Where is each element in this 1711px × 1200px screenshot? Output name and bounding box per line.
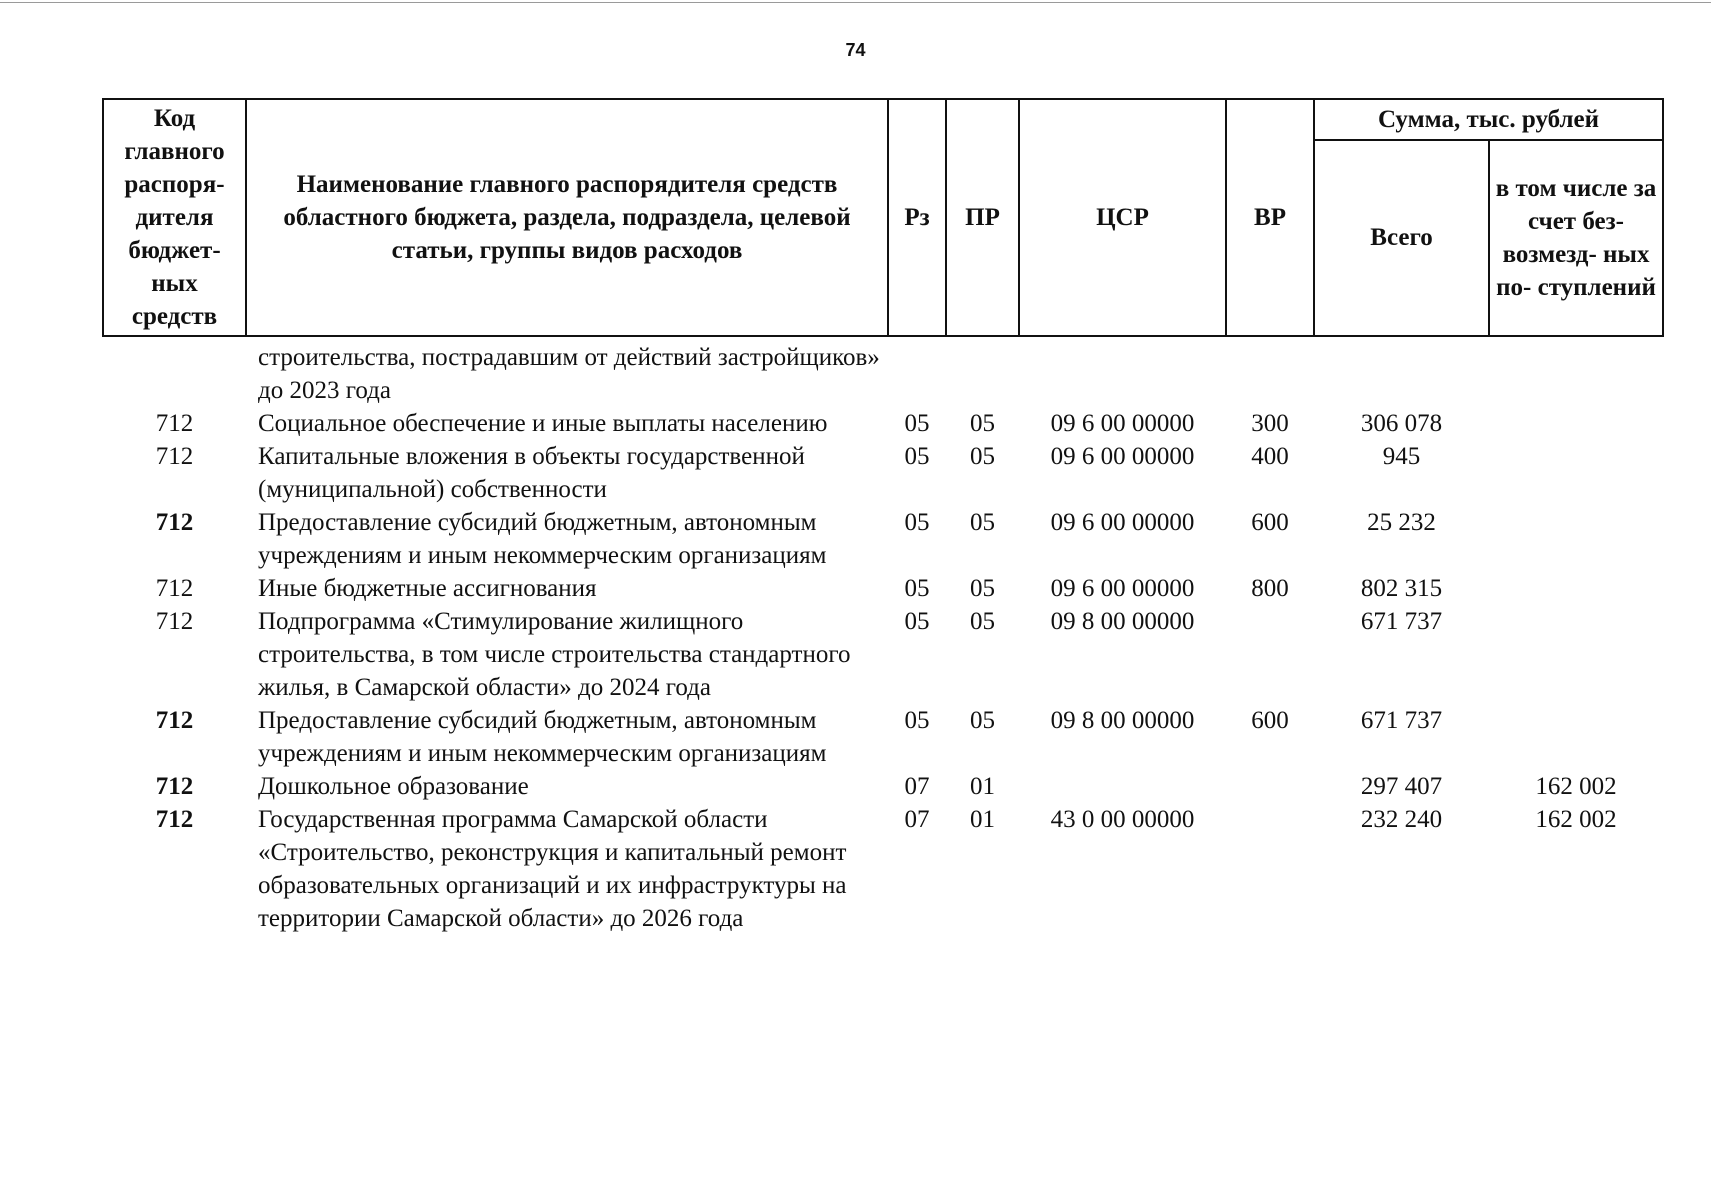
cell-vr	[1226, 770, 1314, 803]
cell-code: 712	[155, 773, 194, 800]
cell-total	[1314, 336, 1489, 407]
cell-name: строительства, пострадавшим от действий застройщиков» до 2023 года	[258, 344, 880, 404]
table-row	[103, 704, 1663, 770]
cell-rz	[888, 336, 946, 407]
table-row	[103, 506, 1663, 572]
cell-name: Подпрограмма «Стимулирование жилищного строительства, в том числе строительства стандартного жилья, в Самарской области» до 2024 года	[258, 608, 851, 701]
cell-name: Социальное обеспечение и иные выплаты населению	[258, 410, 828, 437]
cell-name: Дошкольное образование	[258, 773, 529, 800]
header-csr: ЦСР	[1019, 99, 1226, 336]
header-name: Наименование главного распорядителя средств областного бюджета, раздела, подраздела, целевой статьи, группы видов расходов	[246, 99, 888, 336]
cell-rz: 05	[904, 509, 930, 536]
cell-csr: 09 6 00 00000	[1050, 443, 1195, 470]
table-row	[103, 336, 1663, 407]
cell-vr	[1226, 803, 1314, 935]
cell-pr	[946, 336, 1019, 407]
cell-vr: 400	[1251, 443, 1289, 470]
cell-grant	[1489, 605, 1663, 704]
cell-rz: 07	[904, 806, 930, 833]
cell-grant: 162 002	[1535, 773, 1617, 800]
table-body	[103, 336, 1663, 935]
cell-total: 945	[1382, 443, 1421, 470]
cell-csr	[1019, 770, 1226, 803]
table-row	[103, 440, 1663, 506]
cell-code: 712	[155, 443, 194, 470]
header-rz: Рз	[888, 99, 946, 336]
cell-rz: 05	[904, 575, 930, 602]
cell-grant	[1489, 440, 1663, 506]
cell-code: 712	[155, 608, 194, 635]
cell-name: Государственная программа Самарской области «Строительство, реконструкция и капитальный ремонт образовательных организаций и их инфраструктуры на территории Самарской области» до 2026 года	[258, 806, 847, 932]
cell-name: Предоставление субсидий бюджетным, автономным учреждениям и иным некоммерческим организациям	[258, 707, 827, 767]
cell-vr: 600	[1251, 509, 1289, 536]
cell-code	[103, 336, 246, 407]
cell-pr: 05	[970, 410, 995, 437]
cell-total: 232 240	[1360, 806, 1443, 833]
cell-rz: 05	[904, 443, 930, 470]
cell-name: Капитальные вложения в объекты государственной (муниципальной) собственности	[258, 443, 805, 503]
cell-total: 671 737	[1360, 707, 1443, 734]
cell-vr: 600	[1251, 707, 1289, 734]
page-top-rule	[0, 2, 1711, 3]
cell-rz: 05	[904, 707, 930, 734]
cell-csr: 43 0 00 00000	[1050, 806, 1195, 833]
cell-total: 25 232	[1367, 509, 1436, 536]
cell-vr	[1226, 605, 1314, 704]
cell-vr: 800	[1251, 575, 1289, 602]
header-total: Всего	[1314, 140, 1489, 336]
table-row	[103, 407, 1663, 440]
header-pr: ПР	[946, 99, 1019, 336]
cell-code: 712	[155, 806, 194, 833]
cell-pr: 05	[970, 575, 995, 602]
header-sum: Сумма, тыс. рублей	[1314, 99, 1663, 140]
cell-name: Предоставление субсидий бюджетным, автономным учреждениям и иным некоммерческим организациям	[258, 509, 827, 569]
cell-csr	[1019, 336, 1226, 407]
header-grant: в том числе за счет без- возмезд- ных по- ступлений	[1489, 140, 1663, 336]
cell-grant	[1489, 407, 1663, 440]
cell-code: 712	[155, 575, 194, 602]
cell-grant	[1489, 506, 1663, 572]
table-row	[103, 605, 1663, 704]
cell-csr: 09 6 00 00000	[1050, 575, 1195, 602]
cell-grant	[1489, 704, 1663, 770]
table-row	[103, 803, 1663, 935]
cell-name: Иные бюджетные ассигнования	[258, 575, 597, 602]
cell-grant	[1489, 336, 1663, 407]
table-row	[103, 572, 1663, 605]
cell-pr: 01	[970, 773, 995, 800]
cell-pr: 05	[970, 608, 995, 635]
table-header	[103, 99, 1663, 336]
cell-code: 712	[155, 509, 194, 536]
cell-vr: 300	[1251, 410, 1289, 437]
cell-grant: 162 002	[1535, 806, 1617, 833]
header-vr: ВР	[1226, 99, 1314, 336]
cell-pr: 05	[970, 443, 995, 470]
budget-table	[102, 98, 1664, 935]
cell-csr: 09 8 00 00000	[1050, 608, 1195, 635]
cell-csr: 09 6 00 00000	[1050, 509, 1195, 536]
header-code: Код главного распоря- дителя бюджет- ных средств	[103, 99, 246, 336]
cell-total: 802 315	[1360, 575, 1443, 602]
cell-code: 712	[155, 707, 194, 734]
cell-pr: 05	[970, 509, 995, 536]
cell-vr	[1226, 336, 1314, 407]
cell-rz: 05	[904, 410, 930, 437]
cell-rz: 05	[904, 608, 930, 635]
cell-total: 671 737	[1360, 608, 1443, 635]
cell-csr: 09 8 00 00000	[1050, 707, 1195, 734]
page-number: 74	[845, 40, 866, 60]
cell-total: 306 078	[1360, 410, 1443, 437]
cell-total: 297 407	[1360, 773, 1443, 800]
cell-pr: 05	[970, 707, 995, 734]
cell-pr: 01	[970, 806, 995, 833]
cell-code: 712	[155, 410, 194, 437]
cell-grant	[1489, 572, 1663, 605]
cell-rz: 07	[904, 773, 930, 800]
table-row	[103, 770, 1663, 803]
cell-csr: 09 6 00 00000	[1050, 410, 1195, 437]
